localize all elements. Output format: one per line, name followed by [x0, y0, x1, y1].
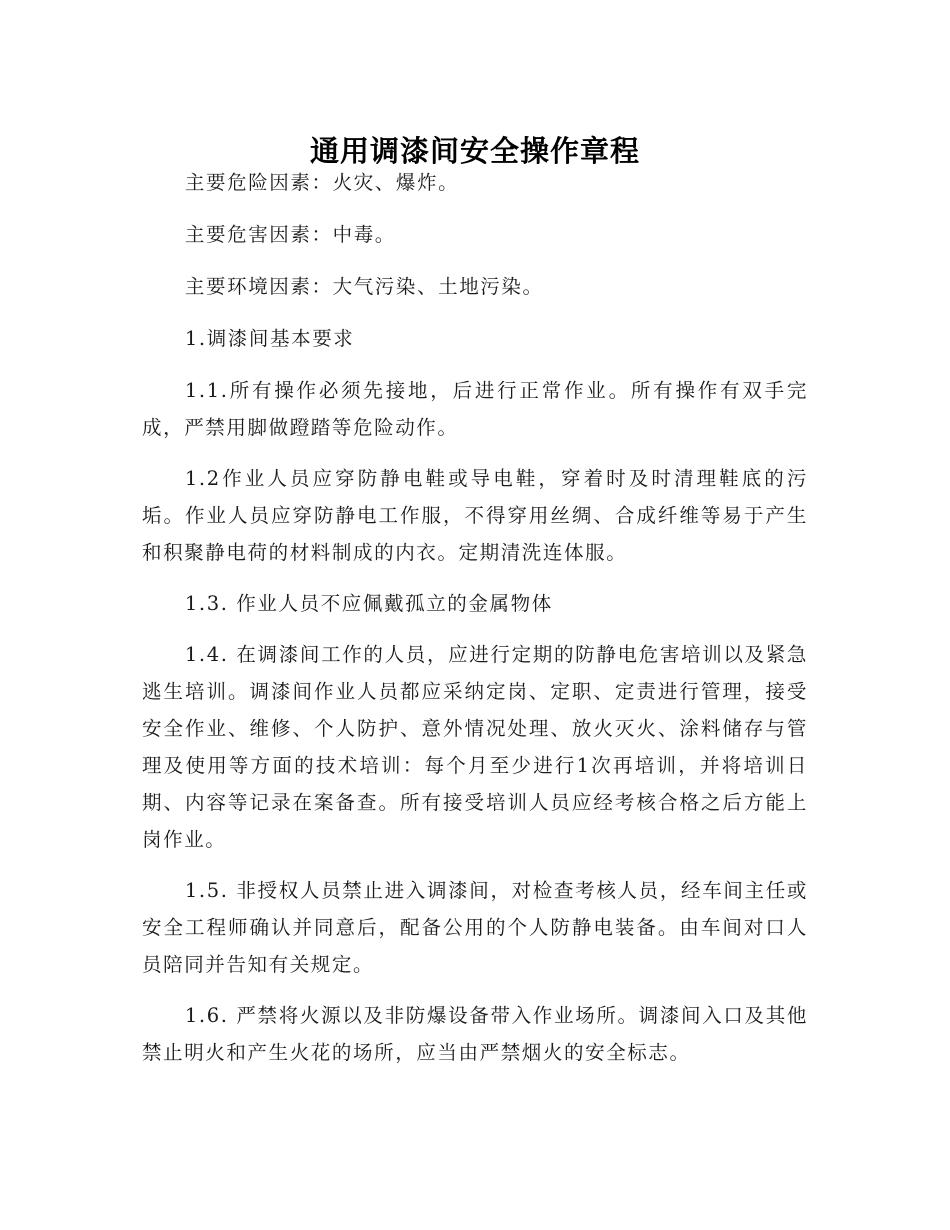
paragraph-1-4: 1.4. 在调漆间工作的人员，应进行定期的防静电危害培训以及紧急逃生培训。调漆间作业人员都应采纳定岗、定职、定责进行管理，接受安全作业、维修、个人防护、意外情况处理、放火灭火、涂料储存与管理及使用等方面的技术培训：每个月至少进行1次再培训，并将培训日期、内容等记录在案备查。所有接受培训人员应经考核合格之后方能上岗作业。 [142, 643, 808, 851]
document-title: 通用调漆间安全操作章程 [309, 134, 640, 169]
paragraph-main-environment-factors: 主要环境因素：大气污染、土地污染。 [184, 275, 544, 298]
document-body [142, 164, 808, 1071]
paragraph-1-5: 1.5. 非授权人员禁止进入调漆间，对检查考核人员，经车间主任或安全工程师确认并同意后，配备公用的个人防静电装备。由车间对口人员陪同并告知有关规定。 [142, 879, 808, 976]
paragraph-1-2: 1.2作业人员应穿防静电鞋或导电鞋，穿着时及时清理鞋底的污垢。作业人员应穿防静电工作服，不得穿用丝绸、合成纤维等易于产生和积聚静电荷的材料制成的内衣。定期清洗连体服。 [142, 467, 808, 564]
paragraph-1-1: 1.1.所有操作必须先接地，后进行正常作业。所有操作有双手完成，严禁用脚做蹬踏等危险动作。 [142, 379, 808, 439]
paragraph-main-hazard-factors: 主要危害因素：中毒。 [184, 223, 396, 246]
paragraph-main-danger-factors: 主要危险因素：火灾、爆炸。 [184, 171, 460, 194]
paragraph-1-6: 1.6. 严禁将火源以及非防爆设备带入作业场所。调漆间入口及其他禁止明火和产生火花的场所，应当由严禁烟火的安全标志。 [142, 1004, 808, 1064]
paragraph-1-3: 1.3. 作业人员不应佩戴孤立的金属物体 [184, 592, 553, 615]
section-heading-1: 1.调漆间基本要求 [184, 327, 355, 350]
